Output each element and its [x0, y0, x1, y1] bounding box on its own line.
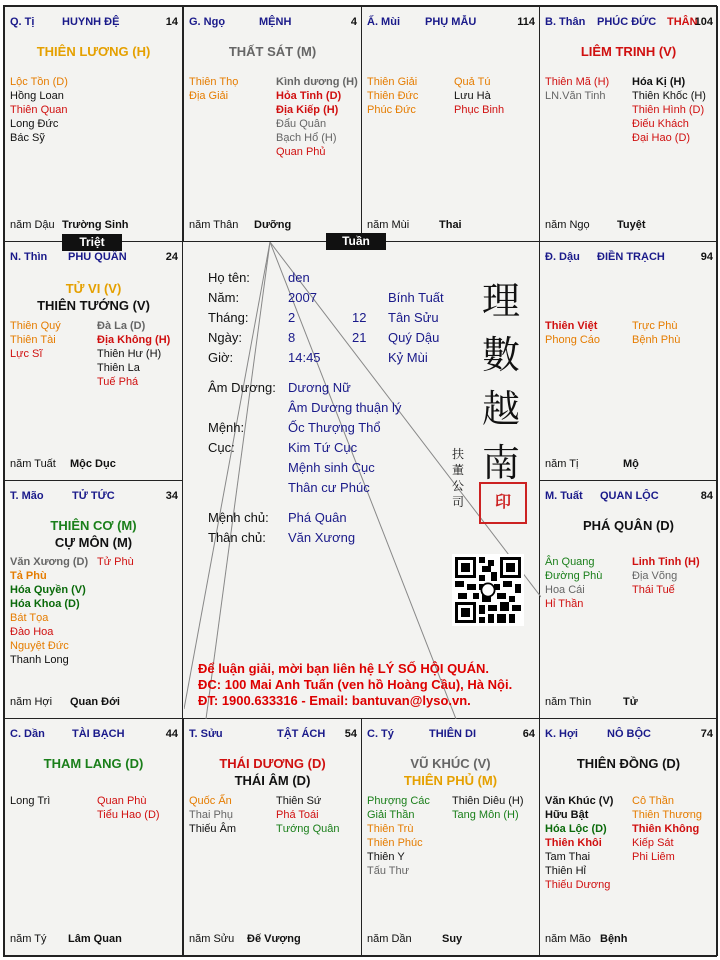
star: Phi Liêm: [632, 851, 675, 863]
year-label: năm Tuất: [10, 458, 56, 470]
hour-canchi: Kỷ Mùi: [388, 350, 428, 365]
palace-number: 114: [517, 16, 535, 28]
star: Thiên Phúc: [367, 837, 423, 849]
star: Phá Toái: [276, 809, 319, 821]
star: Địa Võng: [632, 570, 678, 582]
star: Văn Khúc (V): [545, 795, 614, 807]
contact-address: ĐC: 100 Mai Anh Tuấn (ven hồ Hoàng Cầu), Hà Nội.: [198, 677, 513, 692]
life-stage: Thai: [439, 219, 462, 231]
star: Thiên Không: [632, 823, 700, 835]
calligraphy-title: [466, 274, 536, 490]
cell-position: G. Ngọ: [189, 16, 226, 28]
amduong-value: Dương Nữ: [288, 380, 351, 395]
star: Thiên Thương: [632, 809, 703, 821]
vertical-text: 扶 董 公 司: [452, 447, 465, 509]
tuan-tag: Tuần: [326, 233, 386, 250]
star: Hữu Bật: [545, 809, 589, 821]
star: Quả Tú: [454, 76, 491, 88]
thanchu-label: Thân chủ:: [208, 530, 266, 545]
cell-position: T. Sửu: [189, 728, 223, 740]
main-star: CỰ MÔN (M): [54, 535, 133, 550]
life-stage: Tử: [623, 696, 638, 708]
cell-position: C. Dần: [10, 728, 45, 740]
star: Thiên Hỉ: [545, 865, 586, 877]
cell-mui: [361, 6, 540, 242]
cuc-value: Kim Tứ Cục: [288, 440, 358, 455]
star: Đẩu Quân: [276, 118, 327, 130]
palace-number: 84: [700, 490, 713, 502]
star: Tướng Quân: [276, 823, 340, 835]
star: Kiếp Sát: [632, 837, 674, 849]
star: Phượng Các: [367, 795, 430, 807]
year-label: năm Hợi: [10, 696, 53, 708]
main-star: THIÊN PHỦ (M): [403, 773, 498, 788]
star: Đại Hao (D): [632, 132, 691, 144]
star: Thiên La: [97, 362, 140, 374]
cell-mao: [4, 480, 183, 719]
life-stage: Suy: [442, 933, 463, 945]
star: Hoa Cái: [545, 584, 585, 596]
star: Phong Cáo: [545, 334, 601, 346]
cell-position: K. Hợi: [545, 728, 578, 740]
star: Đường Phù: [545, 570, 603, 582]
palace-name: PHỤ MẪU: [425, 16, 477, 28]
star: Đà La (D): [97, 320, 146, 332]
palace-number: 104: [694, 16, 713, 28]
star: Thiên Tài: [10, 334, 56, 346]
star: Tấu Thư: [367, 865, 410, 877]
year-canchi: Bính Tuất: [388, 290, 444, 305]
palace-number: 94: [700, 251, 713, 263]
palace-name: NÔ BỘC: [607, 728, 651, 740]
star: Thiên Thọ: [189, 76, 239, 88]
star: LN.Văn Tinh: [545, 90, 606, 102]
star: Thiên Khôi: [545, 837, 602, 849]
star: Bác Sỹ: [10, 132, 45, 144]
palace-number: 14: [165, 16, 178, 28]
star: Long Trì: [10, 795, 51, 807]
horoscope-board: [3, 5, 717, 957]
cell-dan: [4, 718, 183, 956]
star: Thiên Quan: [10, 104, 68, 116]
day-label: Ngày:: [208, 330, 242, 345]
star: Hồng Loan: [10, 90, 64, 102]
menhchu-label: Mệnh chủ:: [208, 510, 269, 525]
contact-phone-email[interactable]: ĐT: 1900.633316 - Email: bantuvan@lyso.vn.: [198, 693, 471, 708]
star: Quan Phù: [97, 795, 147, 807]
star: Long Đức: [10, 118, 59, 130]
star: Thiên Diêu (H): [452, 795, 524, 807]
palace-name: QUAN LỘC: [600, 490, 659, 502]
palace-number: 24: [165, 251, 178, 263]
hour-label: Giờ:: [208, 350, 234, 365]
star: Thanh Long: [10, 654, 69, 666]
palace-name: TẬT ÁCH: [277, 728, 326, 740]
palace-name: TÀI BẠCH: [72, 728, 125, 740]
star: Thái Tuế: [632, 584, 675, 596]
main-star: PHÁ QUÂN (D): [583, 518, 674, 533]
year-label: năm Tý: [10, 933, 47, 945]
month-lunar: 12: [352, 310, 367, 325]
triet-tag: Triệt: [62, 234, 122, 251]
star: Thiên Hình (D): [632, 104, 705, 116]
star: Ân Quang: [545, 556, 595, 568]
year-label: năm Mùi: [367, 219, 410, 231]
day-canchi: Quý Dậu: [388, 330, 440, 345]
star: Quốc Ấn: [189, 795, 232, 807]
palace-number: 64: [522, 728, 535, 740]
star: Lực Sĩ: [10, 348, 43, 360]
star: Điếu Khách: [632, 118, 689, 130]
main-star: THIÊN CƠ (M): [50, 518, 137, 533]
star: Tả Phù: [10, 570, 47, 582]
palace-name: ĐIỀN TRẠCH: [597, 251, 665, 263]
month-label: Tháng:: [208, 310, 249, 325]
main-star: THIÊN ĐỒNG (D): [576, 756, 681, 771]
than-marker: THÂN: [667, 16, 698, 28]
year-label: năm Thìn: [545, 696, 592, 708]
life-stage: Quan Đới: [70, 696, 120, 708]
amduong-note: Âm Dương thuận lý: [288, 400, 402, 415]
main-star: THIÊN LƯƠNG (H): [36, 44, 151, 59]
star: Quan Phủ: [276, 146, 326, 158]
main-star: THÁI DƯƠNG (D): [219, 756, 326, 771]
cell-hoi: [539, 718, 718, 956]
main-star: THẤT SÁT (M): [228, 44, 317, 59]
star: Thiên Trù: [367, 823, 414, 835]
cell-than: [539, 6, 718, 242]
cell-ty: [361, 718, 540, 956]
star: Tiểu Hao (D): [97, 809, 160, 821]
main-star: LIÊM TRINH (V): [580, 44, 677, 59]
cell-position: M. Tuất: [545, 490, 583, 502]
star: Tử Phù: [97, 556, 134, 568]
star: Thiếu Âm: [189, 823, 237, 835]
qr-code[interactable]: [452, 554, 524, 626]
calligraphy-char: 理: [481, 279, 520, 323]
day-lunar: 21: [352, 330, 367, 345]
star: Thiên Khốc (H): [632, 90, 706, 102]
cuc-label: Cục:: [208, 440, 235, 455]
year-label: năm Dần: [367, 933, 412, 945]
year-label: năm Ngọ: [545, 219, 590, 231]
amduong-label: Âm Dương:: [208, 380, 276, 395]
contact-info: [198, 661, 538, 709]
menh-label: Mệnh:: [208, 420, 245, 435]
star: Nguyệt Đức: [10, 640, 69, 652]
contact-line: Để luận giải, mời bạn liên hệ LÝ SỐ HỘI QUÁN.: [198, 661, 489, 676]
life-stage: Bệnh: [600, 933, 628, 945]
star: Trực Phù: [632, 320, 678, 332]
star: Hóa Quyền (V): [10, 584, 86, 596]
palace-number: 54: [344, 728, 357, 740]
calligraphy-char: 南: [481, 441, 520, 485]
cell-thin: [4, 241, 183, 481]
star: Thiên Quý: [10, 320, 61, 332]
cell-ti: [4, 6, 183, 242]
year-label: năm Mão: [545, 933, 591, 945]
star: Địa Giải: [189, 90, 229, 102]
star: Lộc Tồn (D): [10, 76, 68, 88]
year-label: năm Dậu: [10, 219, 55, 231]
hour-value: 14:45: [288, 350, 321, 365]
day-value: 8: [288, 330, 296, 345]
star: Đào Hoa: [10, 626, 54, 638]
main-star: THÁI ÂM (D): [234, 773, 311, 788]
star: Tam Thai: [545, 851, 591, 863]
palace-name: PHÚC ĐỨC: [597, 16, 657, 28]
star: Thiên Việt: [545, 320, 598, 332]
star: Hóa Kị (H): [632, 76, 686, 88]
cuc-note: Mệnh sinh Cục: [288, 460, 375, 475]
star: Văn Xương (D): [10, 556, 89, 568]
palace-name: TỬ TỨC: [72, 490, 115, 502]
palace-name: HUYNH ĐỆ: [62, 16, 120, 28]
star: Hỏa Tinh (D): [276, 90, 342, 102]
main-star: TỬ VI (V): [65, 281, 122, 296]
star: Bạch Hổ (H): [276, 132, 337, 144]
star: Tuế Phá: [97, 376, 139, 388]
palace-name: MỆNH: [259, 16, 292, 28]
star: Tang Môn (H): [452, 809, 519, 821]
star: Linh Tinh (H): [632, 556, 700, 568]
main-star: THIÊN TƯỚNG (V): [37, 298, 150, 313]
star: Cô Thần: [632, 795, 674, 807]
cell-position: Đ. Dậu: [545, 251, 580, 263]
year-label: năm Thân: [189, 219, 239, 231]
star: Hóa Lộc (D): [545, 823, 607, 835]
life-stage: Đế Vượng: [247, 933, 301, 945]
star: Thai Phụ: [189, 809, 234, 821]
life-stage: Dưỡng: [254, 219, 292, 231]
star: Hóa Khoa (D): [10, 598, 80, 610]
star: Phục Binh: [454, 104, 505, 116]
star: Thiên Đức: [367, 90, 419, 102]
red-seal: 印: [479, 482, 527, 524]
cell-position: T. Mão: [10, 490, 44, 502]
star: Thiên Y: [367, 851, 405, 863]
year-label: năm Tị: [545, 458, 579, 470]
star: Hỉ Thần: [545, 598, 584, 610]
palace-number: 34: [165, 490, 178, 502]
cell-position: B. Thân: [545, 16, 586, 28]
menhchu-value: Phá Quân: [288, 510, 347, 525]
star: Thiên Mã (H): [545, 76, 610, 88]
main-star: THAM LANG (D): [43, 756, 144, 771]
star: Phúc Đức: [367, 104, 416, 116]
life-stage: Trường Sinh: [62, 219, 129, 231]
palace-number: 4: [350, 16, 357, 28]
year-label: Năm:: [208, 290, 240, 305]
star: Thiên Hư (H): [97, 348, 162, 360]
thanchu-value: Văn Xương: [288, 530, 356, 545]
star: Thiên Sứ: [276, 795, 322, 807]
star: Bát Tọa: [10, 612, 49, 624]
star: Thiếu Dương: [545, 879, 611, 891]
name-label: Họ tên:: [208, 270, 250, 285]
palace-number: 44: [165, 728, 178, 740]
palace-name: PHU QUÂN: [68, 251, 127, 263]
star: Lưu Hà: [454, 90, 491, 102]
cell-position: N. Thìn: [10, 251, 48, 263]
cell-position: C. Tý: [367, 728, 394, 740]
palace-name: THIÊN DI: [429, 728, 477, 740]
year-value: 2007: [288, 290, 317, 305]
than-note: Thân cư Phúc: [288, 480, 370, 495]
star: Thiên Giải: [367, 76, 418, 88]
star: Địa Kiếp (H): [276, 104, 339, 116]
main-star: VŨ KHÚC (V): [410, 756, 491, 771]
calligraphy-char: 越: [481, 387, 520, 431]
cell-suu: [183, 718, 362, 956]
star: Giải Thần: [367, 809, 415, 821]
palace-number: 74: [700, 728, 713, 740]
star: Kình dương (H): [276, 76, 358, 88]
calligraphy-char: 數: [481, 333, 520, 377]
life-stage: Tuyệt: [617, 219, 646, 231]
month-canchi: Tân Sửu: [388, 310, 439, 325]
life-stage: Mộ: [623, 458, 639, 470]
star: Địa Không (H): [97, 334, 171, 346]
qr-code-graphic: [452, 554, 524, 626]
cell-position: Q. Tị: [10, 16, 35, 28]
star: Bệnh Phù: [632, 334, 681, 346]
name-value: den: [288, 270, 310, 285]
year-label: năm Sửu: [189, 933, 235, 945]
life-stage: Lâm Quan: [68, 933, 122, 945]
cell-tuat: [539, 480, 718, 719]
cell-ngo: [183, 6, 362, 242]
cell-dau: [539, 241, 718, 481]
month-value: 2: [288, 310, 296, 325]
cell-position: Ấ. Mùi: [367, 16, 400, 28]
menh-value: Ốc Thượng Thổ: [288, 420, 381, 435]
life-stage: Mộc Dục: [70, 458, 116, 470]
